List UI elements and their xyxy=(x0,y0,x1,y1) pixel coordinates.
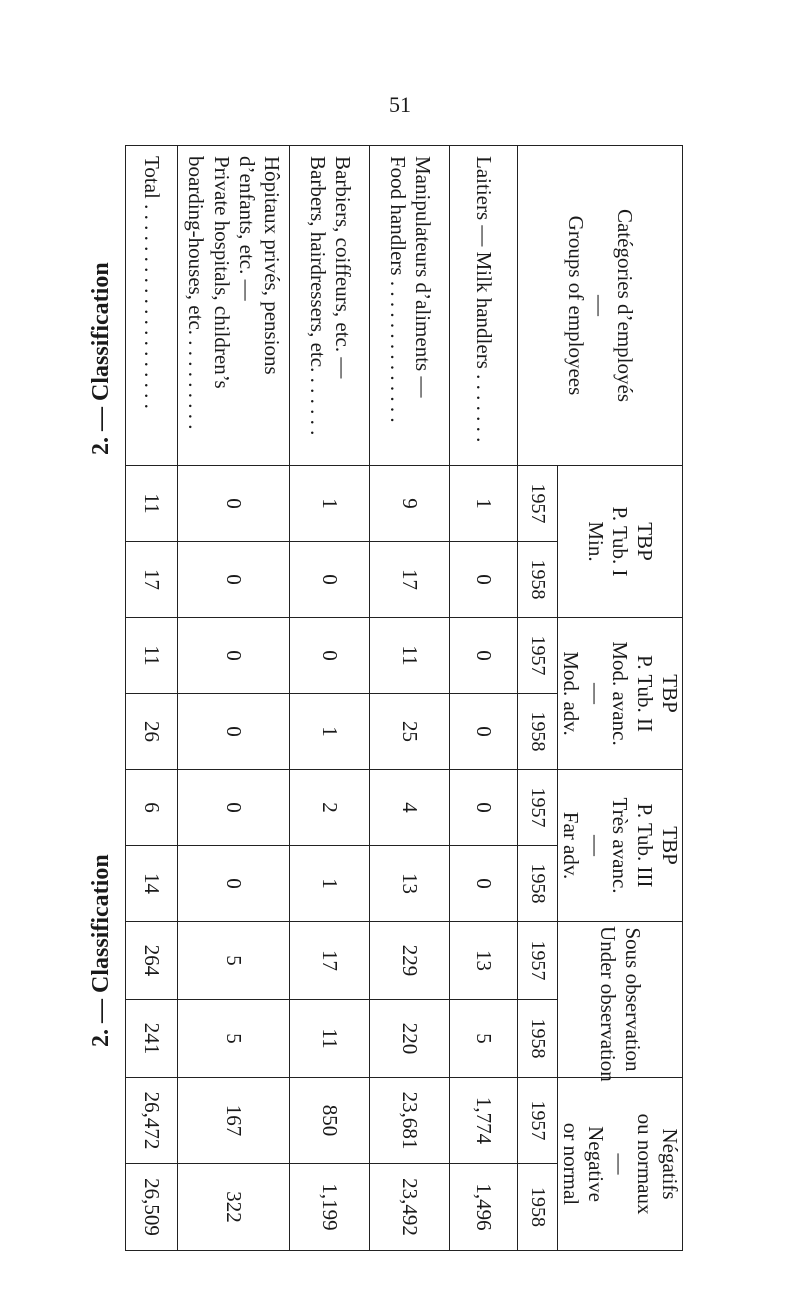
cell: 0 xyxy=(178,770,290,846)
cell: 0 xyxy=(450,770,518,846)
group-line: Sous observation xyxy=(620,927,645,1072)
group-line: TBP xyxy=(633,522,658,561)
cell: 4 xyxy=(370,770,450,846)
group-line: TBP xyxy=(658,826,682,865)
group-line: P. Tub. III xyxy=(633,803,658,888)
row-label-line: boarding-houses, etc. . . . . . . . . . xyxy=(184,156,209,430)
cell: 0 xyxy=(290,618,370,694)
total-cell: 14 xyxy=(126,846,178,922)
row-label-line: Hôpitaux privés, pensions xyxy=(260,156,285,375)
group-header-tub1 xyxy=(558,466,683,618)
cell: 0 xyxy=(450,542,518,618)
year-header: 1957 xyxy=(518,770,558,846)
total-cell: 11 xyxy=(126,618,178,694)
total-row xyxy=(126,146,178,1251)
group-line: — xyxy=(608,1153,633,1175)
cell: 1,199 xyxy=(290,1164,370,1251)
cell: 1 xyxy=(290,694,370,770)
cell: 220 xyxy=(370,1000,450,1078)
cell: 1 xyxy=(290,846,370,922)
cell: 11 xyxy=(290,1000,370,1078)
classification-table xyxy=(125,145,683,1251)
group-line: P. Tub. I xyxy=(608,506,633,577)
cell: 0 xyxy=(178,618,290,694)
cell: 23,681 xyxy=(370,1078,450,1164)
cell: 5 xyxy=(178,922,290,1000)
group-header-tub2 xyxy=(558,618,683,770)
table-row xyxy=(450,146,518,1251)
cell: 23,492 xyxy=(370,1164,450,1251)
total-cell: 6 xyxy=(126,770,178,846)
cell: 5 xyxy=(178,1000,290,1078)
row-label-line: Barbiers, coiffeurs, etc. — xyxy=(330,156,355,379)
category-header-en: Groups of employees xyxy=(563,215,588,396)
running-header-left: 2. — Classification xyxy=(88,854,114,1047)
year-header: 1957 xyxy=(518,1078,558,1164)
cell: 25 xyxy=(370,694,450,770)
group-header-negative xyxy=(558,1078,683,1251)
group-line: or normal xyxy=(558,1122,583,1206)
running-header-right: 2. — Classification xyxy=(88,262,114,455)
year-header: 1958 xyxy=(518,542,558,618)
row-label-line: d’enfants, etc. — xyxy=(234,156,259,301)
year-header: 1957 xyxy=(518,922,558,1000)
cell: 0 xyxy=(450,618,518,694)
year-header: 1957 xyxy=(518,466,558,542)
year-header: 1958 xyxy=(518,694,558,770)
cell: 2 xyxy=(290,770,370,846)
classification-table-rotated xyxy=(133,145,683,1250)
group-line: Negative xyxy=(583,1126,608,1202)
cell: 0 xyxy=(178,542,290,618)
cell: 11 xyxy=(370,618,450,694)
cell: 13 xyxy=(450,922,518,1000)
cell: 850 xyxy=(290,1078,370,1164)
total-cell: 17 xyxy=(126,542,178,618)
year-header: 1958 xyxy=(518,1164,558,1251)
cell: 17 xyxy=(290,922,370,1000)
total-cell: 241 xyxy=(126,1000,178,1078)
group-line: Min. xyxy=(583,521,608,562)
row-label-line: Food handlers . . . . . . . . . . . . . . xyxy=(385,156,410,423)
total-cell: 26,509 xyxy=(126,1164,178,1251)
cell: 0 xyxy=(290,542,370,618)
total-label: Total . . . . . . . . . . . . . . . . . . . . xyxy=(126,146,178,466)
cell: 0 xyxy=(450,694,518,770)
row-label xyxy=(290,146,370,466)
group-line: — xyxy=(583,835,608,857)
group-line: Under observation xyxy=(596,926,621,1082)
category-header-dash: — xyxy=(588,295,613,316)
group-line: TBP xyxy=(658,674,682,713)
cell: 9 xyxy=(370,466,450,542)
row-label-line: Manipulateurs d’aliments — xyxy=(410,156,435,398)
total-cell: 264 xyxy=(126,922,178,1000)
cell: 1 xyxy=(290,466,370,542)
group-line: Far adv. xyxy=(558,811,583,880)
cell: 0 xyxy=(450,846,518,922)
cell: 0 xyxy=(178,846,290,922)
group-line: P. Tub. II xyxy=(633,654,658,733)
category-header-fr: Catégories d’employés xyxy=(613,208,638,403)
cell: 229 xyxy=(370,922,450,1000)
cell: 17 xyxy=(370,542,450,618)
cell: 1 xyxy=(450,466,518,542)
group-line: Mod. adv. xyxy=(558,651,583,736)
cell: 1,774 xyxy=(450,1078,518,1164)
row-label-line: Laitiers — Milk handlers . . . . . . . xyxy=(472,156,497,443)
table-row xyxy=(290,146,370,1251)
total-cell: 26 xyxy=(126,694,178,770)
cell: 0 xyxy=(178,694,290,770)
cell: 167 xyxy=(178,1078,290,1164)
table-row xyxy=(370,146,450,1251)
cell: 0 xyxy=(178,466,290,542)
row-label-line: Private hospitals, children’s xyxy=(209,156,234,389)
total-cell: 11 xyxy=(126,466,178,542)
year-header: 1957 xyxy=(518,618,558,694)
group-line: Mod. avanc. xyxy=(608,641,633,746)
page-number: 51 xyxy=(389,92,411,117)
group-line: — xyxy=(583,683,608,704)
group-line: Très avanc. xyxy=(608,797,633,894)
cell: 5 xyxy=(450,1000,518,1078)
group-header-observation xyxy=(558,922,683,1082)
total-cell: 26,472 xyxy=(126,1078,178,1164)
group-line: Négatifs xyxy=(658,1128,682,1200)
row-label xyxy=(370,146,450,466)
category-header xyxy=(518,146,683,466)
row-label xyxy=(450,146,518,466)
group-line: ou normaux xyxy=(633,1113,658,1215)
table-row xyxy=(178,146,290,1251)
cell: 322 xyxy=(178,1164,290,1251)
row-label-line: Barbers, hairdressers, etc. . . . . . . xyxy=(305,156,330,436)
group-header-tub3 xyxy=(558,770,683,922)
row-label xyxy=(178,146,290,466)
year-header: 1958 xyxy=(518,1000,558,1078)
cell: 1,496 xyxy=(450,1164,518,1251)
year-header: 1958 xyxy=(518,846,558,922)
cell: 13 xyxy=(370,846,450,922)
